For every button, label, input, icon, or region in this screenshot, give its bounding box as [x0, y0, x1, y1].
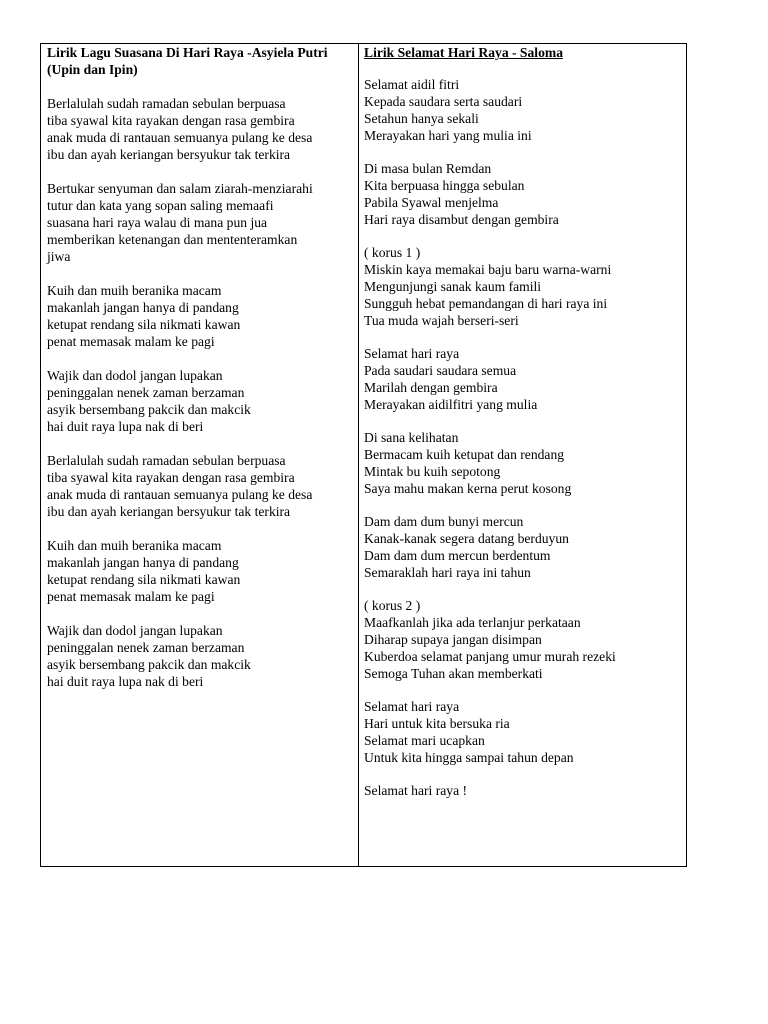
- lyric-line: ibu dan ayah keriangan bersyukur tak terkira: [47, 504, 291, 519]
- lyric-line: Di masa bulan Remdan: [364, 161, 492, 176]
- lyric-line: Dam dam dum mercun berdentum: [364, 548, 551, 563]
- lyric-line: Berlalulah sudah ramadan sebulan berpuasa: [47, 453, 286, 468]
- lyric-line: Hari raya disambut dengan gembira: [364, 212, 559, 227]
- lyric-line: Kuberdoa selamat panjang umur murah rezeki: [364, 649, 616, 664]
- lyric-line: anak muda di rantauan semuanya pulang ke desa: [47, 130, 313, 145]
- lyric-line: Berlalulah sudah ramadan sebulan berpuasa: [47, 96, 286, 111]
- lyric-line: Dam dam dum bunyi mercun: [364, 514, 524, 529]
- lyric-line: Miskin kaya memakai baju baru warna-warni: [364, 262, 612, 277]
- lyric-line: Di sana kelihatan: [364, 430, 459, 445]
- lyric-line: Tua muda wajah berseri-seri: [364, 313, 519, 328]
- lyric-line: ketupat rendang sila nikmati kawan: [47, 317, 241, 332]
- lyric-line: Hari untuk kita bersuka ria: [364, 716, 510, 731]
- stanza: [364, 597, 686, 682]
- lyric-line: hai duit raya lupa nak di beri: [47, 419, 204, 434]
- lyric-line: Kuih dan muih beranika macam: [47, 538, 222, 553]
- lyric-line: Semaraklah hari raya ini tahun: [364, 565, 531, 580]
- lyric-line: Kepada saudara serta saudari: [364, 94, 523, 109]
- lyric-line: Kuih dan muih beranika macam: [47, 283, 222, 298]
- lyric-line: Marilah dengan gembira: [364, 380, 498, 395]
- lyric-line: Kanak-kanak segera datang berduyun: [364, 531, 569, 546]
- stanza: [364, 76, 686, 144]
- lyric-line: penat memasak malam ke pagi: [47, 589, 215, 604]
- lyric-line: makanlah jangan hanya di pandang: [47, 555, 239, 570]
- song-title-right: Lirik Selamat Hari Raya - Saloma: [364, 45, 563, 60]
- lyric-line: Wajik dan dodol jangan lupakan: [47, 368, 223, 383]
- lyrics-table: [40, 43, 687, 867]
- stanza: [364, 345, 686, 413]
- stanza: [47, 622, 358, 690]
- lyric-line: penat memasak malam ke pagi: [47, 334, 215, 349]
- lyric-line: asyik bersembang pakcik dan makcik: [47, 402, 251, 417]
- lyric-line: Semoga Tuhan akan memberkati: [364, 666, 543, 681]
- stanza: [364, 160, 686, 228]
- stanza: [364, 429, 686, 497]
- stanza: [47, 180, 358, 265]
- lyric-line: tutur dan kata yang sopan saling memaafi: [47, 198, 274, 213]
- lyric-line: makanlah jangan hanya di pandang: [47, 300, 239, 315]
- lyric-line: Mengunjungi sanak kaum famili: [364, 279, 542, 294]
- stanza: [47, 95, 358, 163]
- lyric-line: peninggalan nenek zaman berzaman: [47, 640, 245, 655]
- lyric-line: Sungguh hebat pemandangan di hari raya ini: [364, 296, 608, 311]
- lyric-line: Kita berpuasa hingga sebulan: [364, 178, 525, 193]
- lyric-line: Diharap supaya jangan disimpan: [364, 632, 542, 647]
- lyric-line: ibu dan ayah keriangan bersyukur tak terkira: [47, 147, 291, 162]
- lyric-line: ( korus 2 ): [364, 598, 421, 613]
- song-title-left: Lirik Lagu Suasana Di Hari Raya -Asyiela Putri (Upin dan Ipin): [47, 45, 328, 77]
- lyric-line: ( korus 1 ): [364, 245, 421, 260]
- lyric-line: anak muda di rantauan semuanya pulang ke desa: [47, 487, 313, 502]
- lyric-line: Pada saudari saudara semua: [364, 363, 517, 378]
- lyric-line: asyik bersembang pakcik dan makcik: [47, 657, 251, 672]
- song-lyrics-right: [364, 76, 686, 799]
- lyric-line: Pabila Syawal menjelma: [364, 195, 499, 210]
- stanza: [47, 367, 358, 435]
- stanza: [364, 244, 686, 329]
- lyric-line: Saya mahu makan kerna perut kosong: [364, 481, 572, 496]
- lyric-line: peninggalan nenek zaman berzaman: [47, 385, 245, 400]
- lyric-line: Selamat aidil fitri: [364, 77, 460, 92]
- lyric-line: memberikan ketenangan dan mententeramkan: [47, 232, 298, 247]
- lyric-line: Merayakan hari yang mulia ini: [364, 128, 532, 143]
- stanza: [47, 537, 358, 605]
- lyric-line: hai duit raya lupa nak di beri: [47, 674, 204, 689]
- lyric-line: Bermacam kuih ketupat dan rendang: [364, 447, 565, 462]
- stanza: [364, 513, 686, 581]
- stanza: [364, 698, 686, 766]
- lyric-line: Bertukar senyuman dan salam ziarah-menziarahi: [47, 181, 313, 196]
- lyric-line: Selamat mari ucapkan: [364, 733, 485, 748]
- lyric-line: Merayakan aidilfitri yang mulia: [364, 397, 538, 412]
- lyric-line: ketupat rendang sila nikmati kawan: [47, 572, 241, 587]
- lyric-line: Wajik dan dodol jangan lupakan: [47, 623, 223, 638]
- lyric-line: Selamat hari raya: [364, 699, 460, 714]
- lyric-line: tiba syawal kita rayakan dengan rasa gembira: [47, 113, 295, 128]
- lyric-line: Mintak bu kuih sepotong: [364, 464, 501, 479]
- lyric-line: Setahun hanya sekali: [364, 111, 479, 126]
- lyric-line: Selamat hari raya !: [364, 783, 468, 798]
- song-lyrics-left: [47, 95, 358, 690]
- stanza: [47, 282, 358, 350]
- lyric-line: suasana hari raya walau di mana pun jua: [47, 215, 268, 230]
- stanza: [364, 782, 686, 799]
- lyric-line: tiba syawal kita rayakan dengan rasa gembira: [47, 470, 295, 485]
- lyric-line: Untuk kita hingga sampai tahun depan: [364, 750, 574, 765]
- stanza: [47, 452, 358, 520]
- song-column-right: [359, 44, 686, 866]
- song-column-left: [41, 44, 359, 866]
- lyric-line: Selamat hari raya: [364, 346, 460, 361]
- lyric-line: Maafkanlah jika ada terlanjur perkataan: [364, 615, 581, 630]
- lyric-line: jiwa: [47, 249, 71, 264]
